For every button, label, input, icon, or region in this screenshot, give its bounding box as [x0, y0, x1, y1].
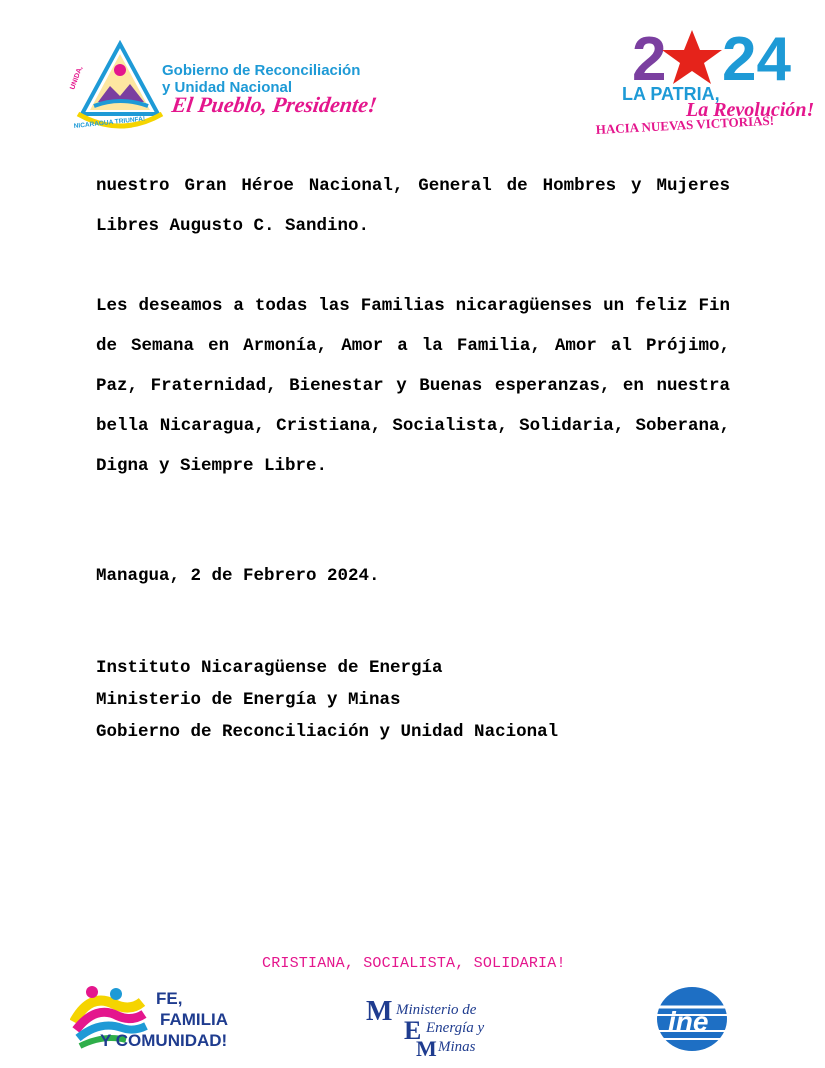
fe-familia-comunidad-logo [70, 982, 240, 1052]
ine-text: ine [668, 1006, 709, 1037]
year-2-text: 2 [632, 25, 667, 94]
red-star-icon [662, 30, 722, 84]
mem-line3: Minas [438, 1039, 476, 1055]
la-patria-text: LA PATRIA, [622, 84, 720, 104]
mem-big-e-icon: E [404, 1016, 422, 1045]
government-name-line2: y Unidad Nacional [162, 79, 293, 96]
body-paragraph-1: nuestro Gran Héroe Nacional, General de Hombres y Mujeres Libres Augusto C. Sandino. [96, 176, 730, 236]
la-revolucion-text: La Revolución! [686, 99, 815, 121]
emblem-arc-left: UNIDA, [69, 65, 85, 91]
footer-slogan: CRISTIANA, SOCIALISTA, SOLIDARIA! [262, 955, 566, 972]
year-24-text: 24 [722, 25, 791, 94]
signature-block [96, 652, 558, 748]
signature-line-2: Ministerio de Energía y Minas [96, 690, 401, 710]
government-emblem-logo [68, 40, 168, 135]
mem-line2: Energía y [426, 1020, 485, 1036]
emblem-arc-bottom: NICARAGUA TRIUNFA! [73, 115, 146, 130]
government-name-line1: Gobierno de Reconciliación [162, 62, 361, 79]
mem-big-m-icon: M [366, 996, 393, 1027]
signature-line-3: Gobierno de Reconciliación y Unidad Nacional [96, 722, 559, 742]
government-name [162, 62, 360, 96]
mem-big-m2-icon: M [416, 1036, 437, 1056]
mem-line1: Ministerio de [396, 1002, 477, 1018]
body-paragraph-2: Les deseamos a todas las Familias nicaragüenses un feliz Fin de Semana en Armonía, Amor a la Familia, Amor al Prójimo, Paz, Fraternidad, Bienestar y Buenas esperanzas, en nuestra bella Nicaragua, Cristiana, Socialista, Solidaria, Soberana, Digna y Siempre Libre. [96, 296, 730, 476]
signature-line-1: Instituto Nicaragüense de Energía [96, 658, 443, 678]
2024-campaign-logo [590, 22, 815, 142]
triangle-emblem-icon [78, 44, 162, 126]
ministerio-energia-minas-logo [362, 996, 540, 1056]
document-date: Managua, 2 de Febrero 2024. [96, 566, 380, 586]
ine-logo [655, 985, 729, 1053]
government-slogan: El Pueblo, Presidente! [170, 92, 379, 117]
ffc-line2: FAMILIA [160, 1010, 228, 1029]
ffc-line3: Y COMUNIDAD! [100, 1031, 228, 1050]
hacia-nuevas-victorias-text: HACIA NUEVAS VICTORIAS! [595, 112, 775, 137]
ffc-line1: FE, [156, 989, 183, 1008]
